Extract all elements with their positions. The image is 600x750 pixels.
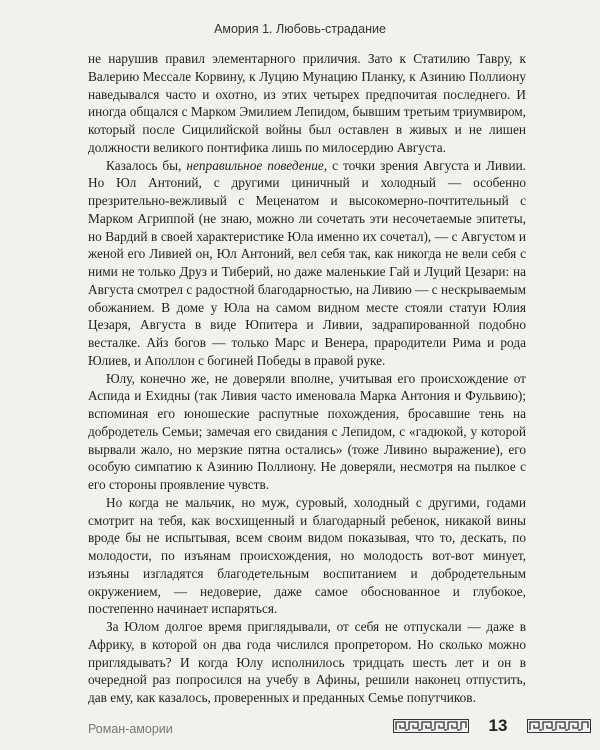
paragraph-text: не нарушив правил элементарного приличия. Зато к Статилию Тавру, к Валерию Мессале Корвину, к Луцию Мунацию Планку, к Азинию Поллиону наведывался часто и охотно, из этих четырех предпочитая последнего. И иногда общался с Марком Эмилием Лепидом, бывшим третьим триумвиром, который после Сицилийской войны был оставлен в живых и не лишен должности великого понтифика лишь по милосердию Августа. [88, 51, 526, 155]
paragraph-text: Юлу, конечно же, не доверяли вполне, учитывая его происхождение от Аспида и Ехидны (так Ливия часто именовала Марка Антония и Фульвию); вспоминая его юношеские распутные похождения, бросавшие тень на добродетель Семьи; замечая его свидания с Лепидом, с «гадюкой, у которой вырвали жало, но мерзкие пятна остались» (тоже Ливино выражение), его особую симпатию к Азинию Поллиону. Не доверяли, несмотря на пылкое с его стороны проявление чувств. [88, 370, 526, 492]
paragraph-text: , с точки зрения Августа и Ливии. Но Юл Антоний, с другими циничный и холодный — особенно презрительно-вежливый с Меценатом и высокомерно-почтительный с Марком Агриппой (не знаю, можно ли сочетать эти несочетаемые эпитеты, но Вардий в своей характеристике Юла именно их сочетал), — с Августом и женой его Ливией он, Юл Антоний, вел себя так, как никогда не вели себя с ними не только Друз и Тиберий, но даже маленькие Гай и Луций Цезари: на Августа смотрел с радостной благодарностью, на Ливию — с нескрываемым обожанием. В доме у Юла на самом видном месте стояли статуи Юлия Цезаря, Августа в виде Юпитера и Ливии, задрапированной подобно весталке. Айз богов — только Марс и Венера, прародители Рима и рода Юлиев, и Аполлон с богиней Победы в правой руке. [88, 157, 527, 368]
italic-phrase: неправильное поведение [186, 157, 324, 173]
text-body [88, 50, 526, 707]
paragraph-text: За Юлом долгое время приглядывали, от себя не отпускали — даже в Африку, в которой он два года числился пропретором. Но сколько можно приглядывать? И когда Юлу исполнилось тридцать шесть лет и он в очередной раз попросился на учебу в Афины, решили наконец отпустить, дав ему, как казалось, проверенных и преданных Семье попутчиков. [88, 619, 526, 705]
running-head: Амория 1. Любовь-страдание [214, 22, 386, 36]
footer-book-title: Роман-амории [88, 722, 173, 736]
paragraph [88, 618, 526, 707]
paragraph-text: Но когда не мальчик, но муж, суровый, холодный с другими, годами смотрит на тебя, как восхищенный и благодарный ребенок, никакой вины вроде бы не испытывая, всем своим видом показывая, что то, дескать, по молодости, по изъянам происхождения, но молодость вот-вот минует, изъяны изгладятся благодетельным воспитанием и добродетельным окружением, — недоверие, даже самое обоснованное и глубокое, постепенно начинает испаряться. [88, 494, 526, 617]
greek-key-ornament-icon [527, 719, 591, 733]
greek-key-ornament-icon [393, 719, 469, 733]
paragraph [88, 370, 526, 494]
paragraph-text: Казалось бы, [106, 157, 187, 173]
page-number: 13 [488, 716, 508, 735]
paragraph [88, 157, 526, 370]
paragraph [88, 494, 526, 618]
paragraph [88, 50, 526, 157]
